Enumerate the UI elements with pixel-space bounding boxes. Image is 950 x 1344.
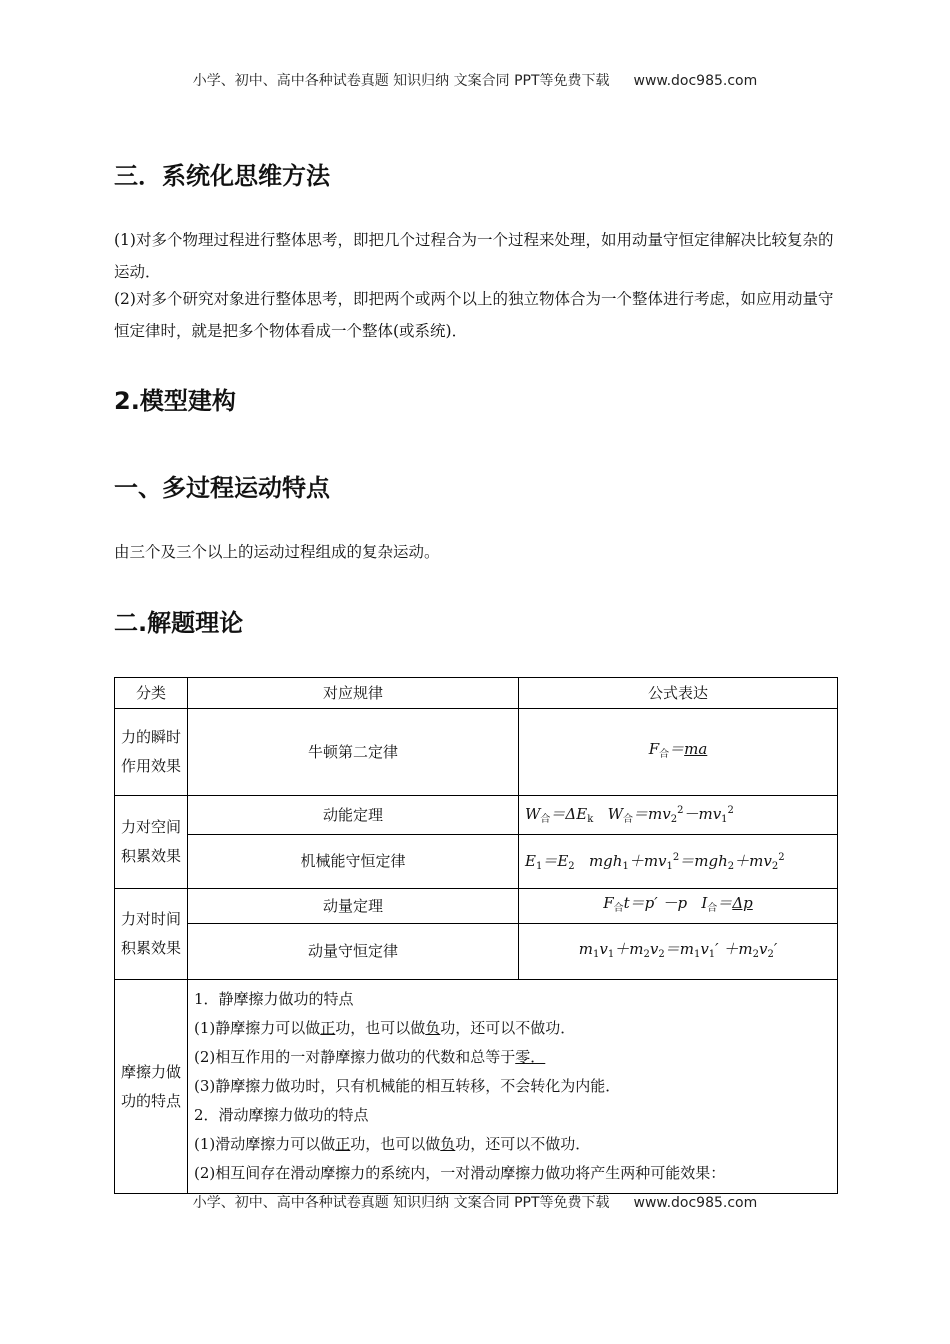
row3-law-b: 动量守恒定律 xyxy=(188,924,519,980)
header-category: 分类 xyxy=(115,678,188,709)
row4-line-4: (3)静摩擦力做功时，只有机械能的相互转移，不会转化为内能． xyxy=(194,1077,621,1095)
section2-title: 二.解题理论 xyxy=(114,609,244,637)
table-row xyxy=(115,796,838,835)
table-row xyxy=(115,924,838,980)
section3-paragraph-1: (1)对多个物理过程进行整体思考，即把几个过程合为一个过程来处理，如用动量守恒定律解决比较复杂的运动． xyxy=(114,231,834,281)
row2-formula-a: $W_合=\Delta E_k$ $W_合=mv_2^2-mv_1^2$ xyxy=(519,796,838,835)
table-row xyxy=(115,709,838,796)
footer-site[interactable]: www.doc985.com xyxy=(633,1195,758,1211)
row4-line-3: (2)相互作用的一对静摩擦力做功的代数和总等于零． xyxy=(194,1048,546,1066)
model-title: 2.模型建构 xyxy=(114,387,236,415)
header-text: 小学、初中、高中各种试卷真题 知识归纳 文案合同 PPT等免费下载 xyxy=(192,73,610,89)
page-header xyxy=(0,70,950,90)
section3-title: 三．系统化思维方法 xyxy=(114,162,330,190)
section3-paragraph-2: (2)对多个研究对象进行整体思考，即把两个或两个以上的独立物体合为一个整体进行考虑，如应用动量守恒定律时，就是把多个物体看成一个整体(或系统)． xyxy=(114,290,834,340)
row2-law-b: 机械能守恒定律 xyxy=(188,835,519,889)
row2-law-a: 动能定理 xyxy=(188,796,519,835)
row1-formula: $F_合=ma$ xyxy=(519,709,838,796)
page-footer xyxy=(0,1192,950,1212)
row4-line-6: (1)滑动摩擦力可以做正功，也可以做负功，还可以不做功． xyxy=(194,1135,591,1153)
row4-line-2: (1)静摩擦力可以做正功，也可以做负功，还可以不做功． xyxy=(194,1019,576,1037)
row1-law: 牛顿第二定律 xyxy=(188,709,519,796)
row2-category: 力对空间积累效果 xyxy=(115,796,188,889)
row1-category: 力的瞬时作用效果 xyxy=(115,709,188,796)
row4-line-7: (2)相互间存在滑动摩擦力的系统内，一对滑动摩擦力做功将产生两种可能效果： xyxy=(194,1164,726,1182)
row3-law-a: 动量定理 xyxy=(188,889,519,924)
row4-content xyxy=(188,980,838,1194)
row3-formula-a: $F_合t=p' -p$ $I_合=\Delta p$ xyxy=(519,889,838,924)
row2-formula-b: $E_1=E_2$ $mgh_1+mv_1^2=mgh_2+mv_2^2$ xyxy=(519,835,838,889)
table-row xyxy=(115,835,838,889)
section1-paragraph: 由三个及三个以上的运动过程组成的复杂运动。 xyxy=(114,543,440,561)
footer-text: 小学、初中、高中各种试卷真题 知识归纳 文案合同 PPT等免费下载 xyxy=(192,1195,610,1211)
table-row xyxy=(115,889,838,924)
table-row xyxy=(115,980,838,1194)
header-site[interactable]: www.doc985.com xyxy=(633,73,758,89)
rules-table xyxy=(114,677,838,1194)
row3-formula-b: $m_1v_1+m_2v_2=m_1v_1' +m_2v_2'$ xyxy=(519,924,838,980)
row4-category: 摩擦力做功的特点 xyxy=(115,980,188,1194)
header-law: 对应规律 xyxy=(188,678,519,709)
row4-line-5: 2．滑动摩擦力做功的特点 xyxy=(194,1106,369,1124)
table-header-row xyxy=(115,678,838,709)
row4-line-1: 1．静摩擦力做功的特点 xyxy=(194,990,354,1008)
row3-category: 力对时间积累效果 xyxy=(115,889,188,980)
section1-title: 一、多过程运动特点 xyxy=(114,474,330,502)
header-formula: 公式表达 xyxy=(519,678,838,709)
